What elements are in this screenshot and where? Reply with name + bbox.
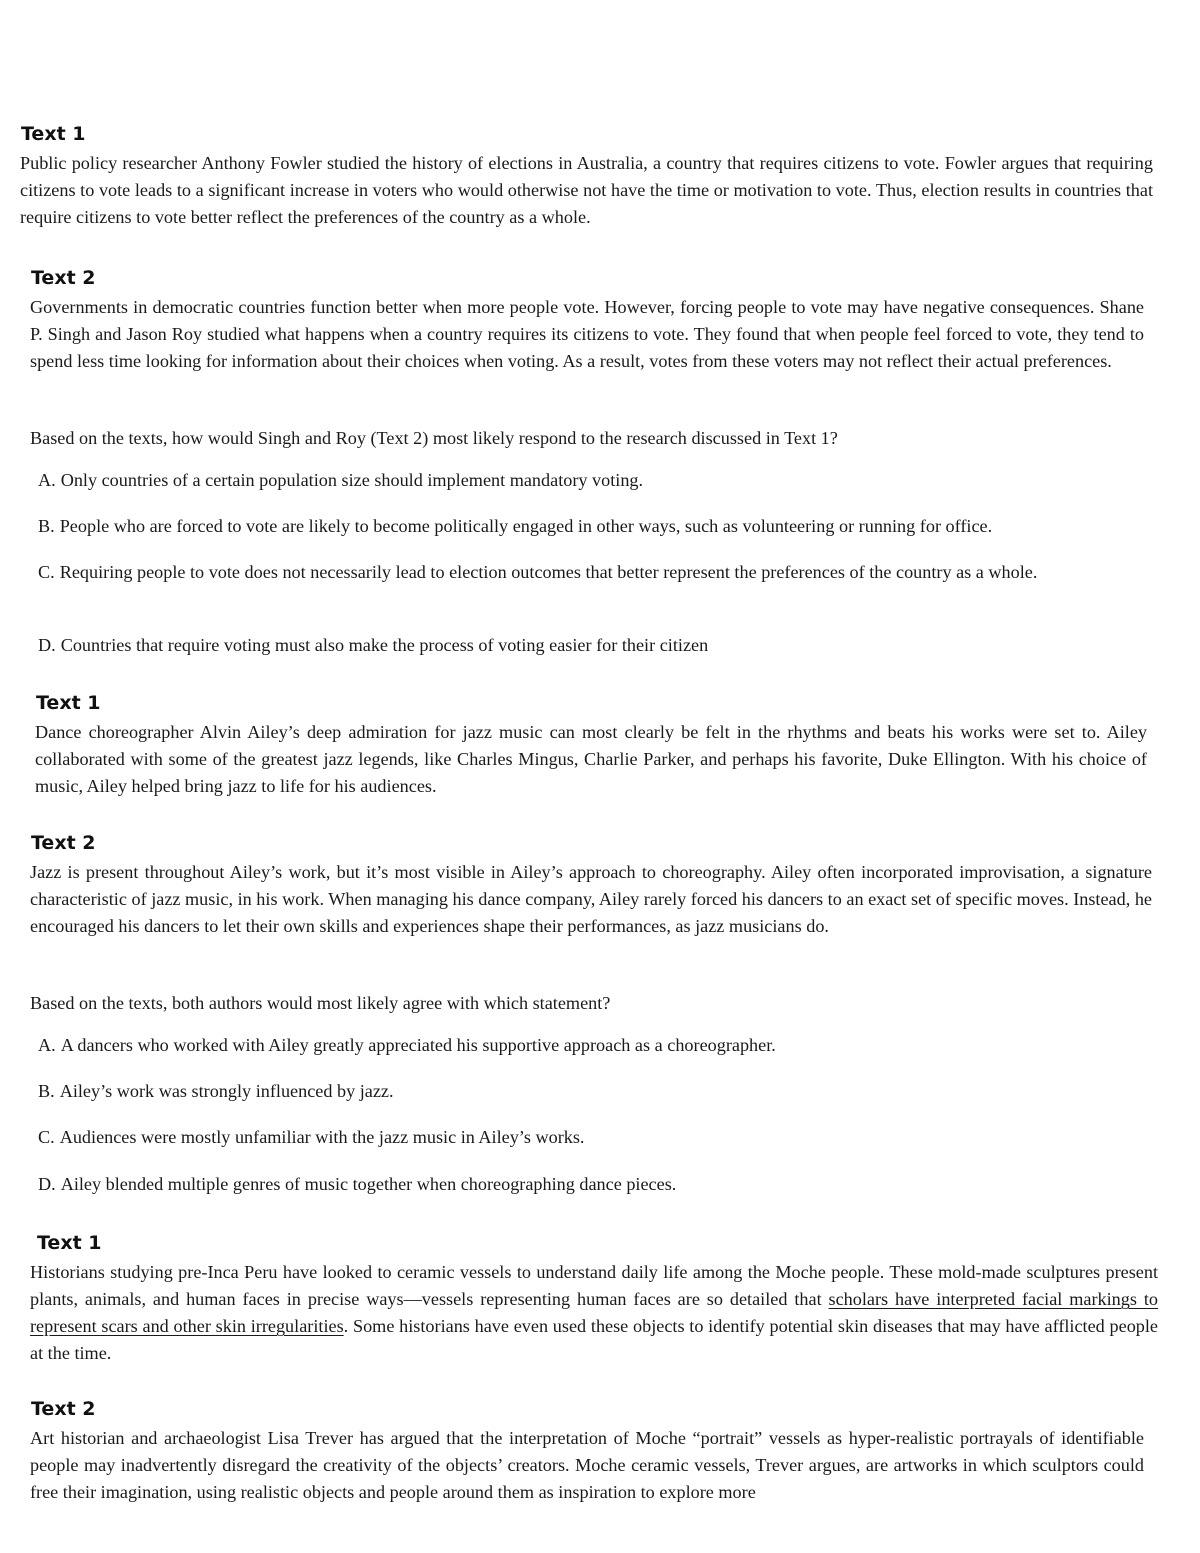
set3-text1-title: Text 1: [37, 1232, 102, 1254]
set3-text1-body-before: Historians studying pre-Inca Peru have looked to ceramic vessels to understand daily life among the Moche people. These mold-made sculptures present plants, animals, and human faces in precise ways—vessels representing human faces are so detailed that: [30, 1262, 1158, 1309]
set1-text1-title: Text 1: [21, 123, 86, 145]
set2-text1-title: Text 1: [36, 692, 101, 714]
set2-choice-c[interactable]: [38, 1124, 1128, 1151]
set3-text2-body: Art historian and archaeologist Lisa Trever has argued that the interpretation of Moche “portrait” vessels as hyper-realistic portrayals of identifiable people may inadvertently disregard the creativity of the objects’ creators. Moche ceramic vessels, Trever argues, are artworks in which sculptors could free their imagination, using realistic objects and people around them as inspiration to explore more: [30, 1428, 1144, 1502]
set2-text1-body: Dance choreographer Alvin Ailey’s deep admiration for jazz music can most clearly be felt in the rhythms and beats his works were set to. Ailey collaborated with some of the greatest jazz legends, like Charles Mingus, Charlie Parker, and perhaps his favorite, Duke Ellington. With his choice of music, Ailey helped bring jazz to life for his audiences.: [35, 722, 1147, 796]
set3-text2-title: Text 2: [31, 1398, 96, 1420]
set2-choice-b[interactable]: [38, 1078, 1128, 1105]
set3-text1-underlined-claim: scholars have interpreted facial markings to represent scars and other skin irregularities: [30, 1289, 1158, 1336]
set1-text2-title: Text 2: [31, 267, 96, 289]
choice-letter: C.: [38, 562, 55, 582]
set2-text2-title: Text 2: [31, 832, 96, 854]
set1-choice-d[interactable]: [38, 632, 1128, 659]
choice-letter: A.: [38, 470, 56, 490]
choice-letter: C.: [38, 1127, 55, 1147]
choice-text: A dancers who worked with Ailey greatly appreciated his supportive approach as a choreographer.: [60, 1035, 776, 1055]
choice-text: Audiences were mostly unfamiliar with the jazz music in Ailey’s works.: [59, 1127, 585, 1147]
set1-text2-body: Governments in democratic countries function better when more people vote. However, forcing people to vote may have negative consequences. Shane P. Singh and Jason Roy studied what happens when a country requires its citizens to vote. They found that when people feel forced to vote, they tend to spend less time looking for information about their choices when voting. As a result, votes from these voters may not reflect their actual preferences.: [30, 297, 1144, 371]
set2-text2-body: Jazz is present throughout Ailey’s work, but it’s most visible in Ailey’s approach to choreography. Ailey often incorporated improvisation, a signature characteristic of jazz music, in his work. When managing his dance company, Ailey rarely forced his dancers to an exact set of specific moves. Instead, he encouraged his dancers to let their own skills and experiences shape their performances, as jazz musicians do.: [30, 862, 1152, 936]
choice-text: Only countries of a certain population size should implement mandatory voting.: [60, 470, 644, 490]
choice-text: Countries that require voting must also make the process of voting easier for their citizen: [60, 635, 709, 655]
set1-question: Based on the texts, how would Singh and Roy (Text 2) most likely respond to the research discussed in Text 1?: [30, 428, 838, 448]
choice-text: Ailey’s work was strongly influenced by jazz.: [59, 1081, 394, 1101]
choice-text: People who are forced to vote are likely to become politically engaged in other ways, such as volunteering or running for office.: [59, 516, 993, 536]
set1-choice-c[interactable]: [38, 559, 1113, 586]
set3-text1-body-after: . Some historians have even used these objects to identify potential skin diseases that may have afflicted people at the time.: [30, 1316, 1159, 1363]
set1-choice-b[interactable]: [38, 513, 1138, 540]
choice-letter: B.: [38, 1081, 55, 1101]
choice-letter: D.: [38, 1174, 56, 1194]
choice-letter: B.: [38, 516, 55, 536]
set2-choice-d[interactable]: [38, 1171, 1128, 1198]
set1-text1-body: Public policy researcher Anthony Fowler studied the history of elections in Australia, a country that requires citizens to vote. Fowler argues that requiring citizens to vote leads to a significant increase in voters who would otherwise not have the time or motivation to vote. Thus, election results in countries that require citizens to vote better reflect the preferences of the country as a whole.: [20, 153, 1153, 227]
choice-letter: D.: [38, 635, 56, 655]
set2-question: Based on the texts, both authors would most likely agree with which statement?: [30, 993, 611, 1013]
choice-text: Ailey blended multiple genres of music together when choreographing dance pieces.: [60, 1174, 677, 1194]
set2-choice-a[interactable]: [38, 1032, 1128, 1059]
choice-letter: A.: [38, 1035, 56, 1055]
choice-text: Requiring people to vote does not necessarily lead to election outcomes that better represent the preferences of the country as a whole.: [59, 562, 1038, 582]
set3-text1-body: [30, 1259, 1158, 1367]
set1-choice-a[interactable]: [38, 467, 1128, 494]
